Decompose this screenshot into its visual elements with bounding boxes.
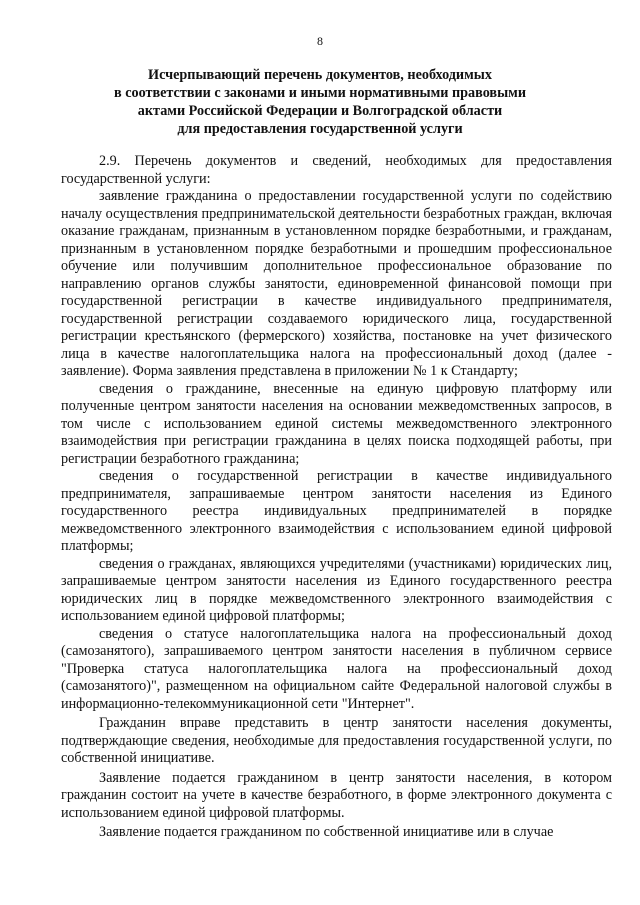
page-number: 8: [317, 34, 323, 48]
paragraph-citizen-info: сведения о гражданине, внесенные на единую цифровую платформу или полученные центром занятости населения на основании межведомственных запросов, в том числе с использованием единой системы межведомственного электронного взаимодействия при регистрации гражданина в целях поиска подходящей работы, при регистрации безработного гражданина;: [61, 380, 612, 467]
section-heading: [60, 66, 580, 138]
heading-line-2: в соответствии с законами и иными нормативными правовыми: [113, 85, 527, 101]
heading-line-3: актами Российской Федерации и Волгоградской области: [137, 103, 503, 119]
paragraph-2-9-intro: 2.9. Перечень документов и сведений, необходимых для предоставления государственной услуги:: [61, 153, 612, 187]
paragraph-submission: Заявление подается гражданином в центр занятости населения, в котором гражданин состоит на учете в качестве безработного, в форме электронного документа с использованием единой цифровой платформы.: [61, 769, 612, 821]
paragraph-self-employed: сведения о статусе налогоплательщика налога на профессиональный доход (самозанятого), запрашиваемого центром занятости населения в публичном сервисе "Проверка статуса налогоплательщика налога на профессиональный доход (самозанятого)", размещенном на официальном сайте Федеральной налоговой службы в информационно-телекоммуникационной сети "Интернет".: [61, 625, 612, 712]
paragraph-application: заявление гражданина о предоставлении государственной услуги по содействию началу осуществления предпринимательской деятельности безработных граждан, включая оказание гражданам, признанным в установленном порядке безработными, и гражданам, признанным в установленном порядке безработными и прошедшим профессиональное обучение или получившим дополнительное профессиональное образование по направлению органов службы занятости, единовременной финансовой помощи при государственной регистрации в качестве индивидуального предпринимателя, государственной регистрации создаваемого юридического лица, государственной регистрации крестьянского (фермерского) хозяйства, постановке на учет физического лица в качестве налогоплательщика налога на профессиональный доход (далее - заявление). Форма заявления представлена в приложении № 1 к Стандарту;: [61, 188, 612, 379]
paragraph-legal-entities: сведения о гражданах, являющихся учредителями (участниками) юридических лиц, запрашиваемые центром занятости населения из Единого государственного реестра юридических лиц в порядке межведомственного электронного взаимодействия с использованием единой цифровой платформы;: [61, 555, 612, 624]
heading-line-1: Исчерпывающий перечень документов, необходимых: [148, 67, 492, 83]
heading-line-4: для предоставления государственной услуги: [177, 121, 463, 137]
paragraph-ip-registration: сведения о государственной регистрации в качестве индивидуального предпринимателя, запрашиваемые центром занятости населения из Единого государственного реестра индивидуальных предпринимателей в порядке межведомственного электронного взаимодействия с использованием единой цифровой платформы;: [61, 468, 612, 554]
document-body: [61, 153, 612, 842]
paragraph-submission-continued: Заявление подается гражданином по собственной инициативе или в случае: [99, 824, 554, 840]
paragraph-own-initiative: Гражданин вправе представить в центр занятости населения документы, подтверждающие сведения, необходимые для предоставления государственной услуги, по собственной инициативе.: [61, 715, 612, 766]
